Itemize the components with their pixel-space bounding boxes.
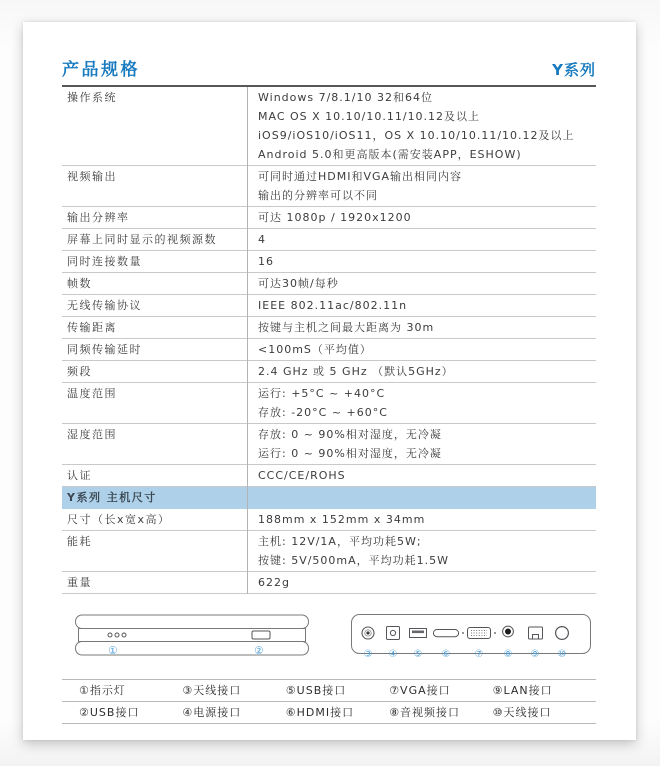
antenna-port-2-icon: [556, 627, 569, 640]
legend-item: ⑧音视频接口: [389, 706, 461, 719]
spec-label: 视频输出: [67, 170, 117, 183]
spec-value: [247, 252, 596, 271]
value-line: MAC OS X 10.10/10.11/10.12及以上: [258, 110, 481, 123]
spec-value: [247, 318, 596, 337]
page-header: [62, 55, 596, 87]
spec-row-video-sources: [62, 229, 596, 251]
antenna-port-icon: [362, 627, 374, 639]
spec-label: 同时连接数量: [67, 255, 142, 268]
spec-row-os: [62, 87, 596, 166]
av-port-icon: [503, 626, 514, 637]
series-label: Y系列: [552, 61, 596, 79]
marker-4: ④: [388, 649, 398, 660]
spec-value: [247, 296, 596, 315]
spec-label: 认证: [67, 469, 92, 482]
spec-row-framerate: [62, 273, 596, 295]
spec-label: 频段: [67, 365, 92, 378]
value-line: 16: [258, 255, 274, 268]
page-content: [23, 22, 636, 724]
spec-label: 温度范围: [67, 387, 117, 400]
legend-item: ①指示灯: [79, 684, 126, 697]
spec-row-video-output: [62, 166, 596, 207]
device-diagrams: [75, 614, 596, 664]
value-line: 4: [258, 233, 266, 246]
back-panel-outline: [352, 615, 591, 654]
vga-port-icon: [462, 628, 496, 639]
spec-row-frequency-band: [62, 361, 596, 383]
spec-label: 传输距离: [67, 321, 117, 334]
indicator-lights-icon: [108, 633, 126, 637]
marker-7: ⑦: [474, 649, 484, 660]
marker-3: ③: [363, 649, 373, 660]
spec-value: [247, 573, 596, 592]
spec-value: [247, 425, 596, 463]
front-face: [79, 629, 306, 642]
spec-row-certification: [62, 465, 596, 487]
port-legend: [62, 679, 596, 724]
spec-label: 帧数: [67, 277, 92, 290]
front-usb-port-icon: [252, 631, 270, 639]
value-line: 存放: -20°C ~ +60°C: [258, 406, 388, 419]
marker-9: ⑨: [530, 649, 540, 660]
section-header-label: Y系列 主机尺寸: [67, 491, 157, 504]
section-header-row: [62, 487, 596, 509]
value-line: Windows 7/8.1/10 32和64位: [258, 91, 433, 104]
value-line: 按键与主机之间最大距离为 30m: [258, 321, 435, 334]
spec-value: [247, 510, 596, 529]
spec-value: [247, 208, 596, 227]
spec-value: [247, 532, 596, 570]
marker-8: ⑧: [503, 649, 513, 660]
spec-label: 输出分辨率: [67, 211, 130, 224]
spec-sheet-page: [23, 22, 636, 740]
legend-item: ⑥HDMI接口: [285, 706, 355, 719]
spec-value: [247, 230, 596, 249]
spec-label: 湿度范围: [67, 428, 117, 441]
value-line: 运行: 0 ~ 90%相对湿度，无冷凝: [258, 447, 442, 460]
value-line: 可达 1080p / 1920x1200: [258, 211, 412, 224]
legend-item: ⑤USB接口: [285, 684, 347, 697]
legend-item: ④电源接口: [182, 706, 242, 719]
spec-row-power-consumption: [62, 531, 596, 572]
page-title: 产品规格: [62, 60, 140, 80]
value-line: 按键: 5V/500mA，平均功耗1.5W: [258, 554, 450, 567]
spec-label: 屏幕上同时显示的视频源数: [67, 233, 217, 246]
marker-6: ⑥: [441, 649, 451, 660]
spec-label: 能耗: [67, 535, 92, 548]
spec-row-wireless-protocol: [62, 295, 596, 317]
power-port-icon: [387, 627, 400, 640]
marker-5: ⑤: [413, 649, 423, 660]
value-line: 2.4 GHz 或 5 GHz （默认5GHz）: [258, 365, 454, 378]
marker-1: ①: [108, 645, 118, 657]
value-line: 可同时通过HDMI和VGA输出相同内容: [258, 170, 463, 183]
front-top-edge: [76, 615, 309, 629]
column-divider: [247, 87, 248, 594]
spec-row-latency: [62, 339, 596, 361]
device-front-view: [75, 614, 309, 662]
lan-port-icon: [529, 627, 543, 639]
legend-row-1: [62, 680, 596, 702]
spec-label: 操作系统: [67, 91, 117, 104]
legend-row-2: [62, 702, 596, 724]
spec-row-resolution: [62, 207, 596, 229]
spec-value: [247, 466, 596, 485]
marker-10: ⑩: [557, 649, 567, 660]
legend-item: ⑦VGA接口: [389, 684, 451, 697]
value-line: Android 5.0和更高版本(需安装APP，ESHOW): [258, 148, 522, 161]
value-line: 188mm x 152mm x 34mm: [258, 513, 426, 526]
value-line: iOS9/iOS10/iOS11，OS X 10.10/10.11/10.12及以上: [258, 129, 575, 142]
value-line: 可达30帧/每秒: [258, 277, 339, 290]
spec-label: 无线传输协议: [67, 299, 142, 312]
spec-row-connections: [62, 251, 596, 273]
spec-value: [247, 274, 596, 293]
spec-row-transmission-distance: [62, 317, 596, 339]
marker-2: ②: [254, 645, 264, 657]
spec-row-humidity: [62, 424, 596, 465]
value-line: IEEE 802.11ac/802.11n: [258, 299, 408, 312]
value-line: 运行: +5°C ~ +40°C: [258, 387, 386, 400]
spec-label: 同频传输延时: [67, 343, 142, 356]
value-line: 输出的分辨率可以不同: [258, 189, 378, 202]
spec-table: [62, 87, 596, 594]
spec-value: [247, 362, 596, 381]
legend-item: ③天线接口: [182, 684, 242, 697]
legend-item: ⑨LAN接口: [492, 684, 553, 697]
value-line: <100mS（平均值）: [258, 343, 372, 356]
value-line: 主机: 12V/1A，平均功耗5W;: [258, 535, 422, 548]
usb-port-icon: [410, 629, 427, 638]
spec-row-weight: [62, 572, 596, 594]
value-line: 622g: [258, 576, 290, 589]
spec-value: [247, 340, 596, 359]
value-line: CCC/CE/ROHS: [258, 469, 346, 482]
value-line: 存放: 0 ~ 90%相对湿度，无冷凝: [258, 428, 442, 441]
spec-value: [247, 384, 596, 422]
legend-item: ②USB接口: [79, 706, 140, 719]
spec-row-dimensions: [62, 509, 596, 531]
device-back-view: [351, 614, 591, 662]
spec-row-temperature: [62, 383, 596, 424]
legend-item: ⑩天线接口: [492, 706, 552, 719]
spec-label: 重量: [67, 576, 92, 589]
spec-label: 尺寸（长x宽x高）: [67, 513, 171, 526]
spec-value: [247, 167, 596, 205]
hdmi-port-icon: [433, 630, 458, 637]
spec-value: [247, 88, 596, 164]
